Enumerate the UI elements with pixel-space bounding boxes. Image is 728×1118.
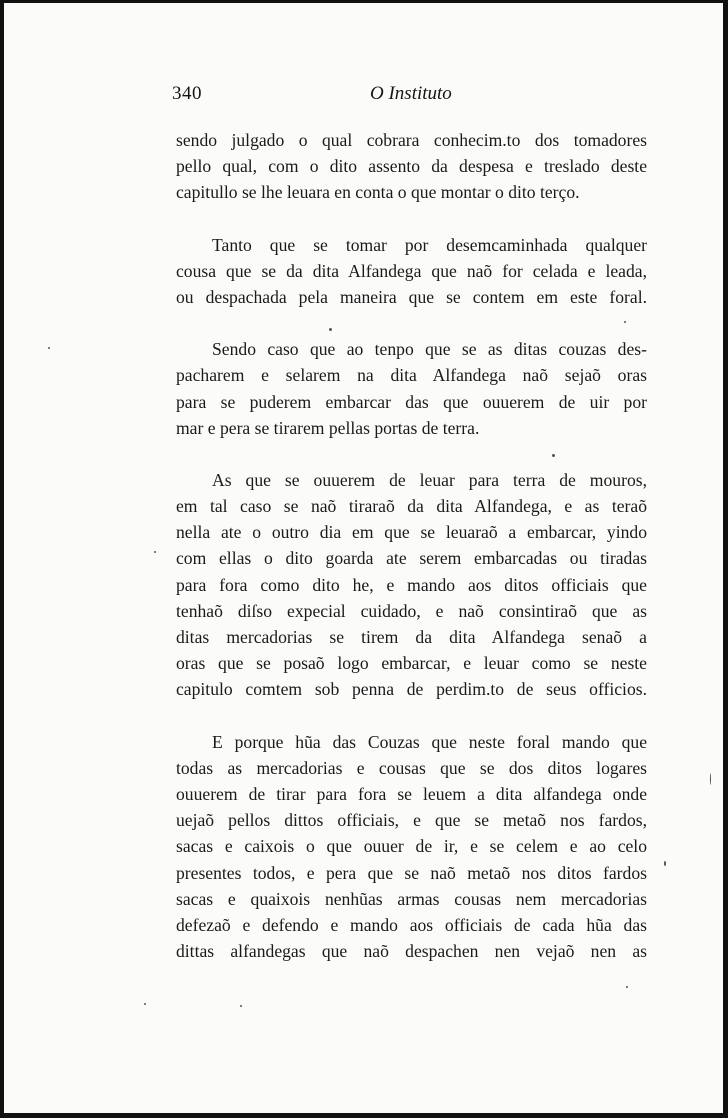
text-line: Tanto que se tomar por desemcaminhada qualquer [212, 234, 647, 255]
text-line: capitullo se lhe leuara en conta o que montar o dito terço. [176, 182, 580, 203]
journal-title: O Instituto [370, 83, 452, 104]
paragraph-3 [176, 336, 647, 441]
text-line: presentes todos, e pera que se naõ metaõ nos ditos fardos [176, 862, 647, 883]
text-line: nella ate o outro dia em que se leuaraõ a embarcar, yindo [176, 522, 647, 543]
page-number: 340 [172, 83, 202, 104]
text-line: sendo julgado o qual cobrara conhecim.to dos tomadores [176, 130, 647, 150]
scan-speck [664, 861, 666, 866]
text-line: tenhaõ diſso expecial cuidado, e naõ consintiraõ que as [176, 600, 647, 621]
scan-speck [48, 347, 50, 349]
text-line: capitulo comtem sob penna de perdim.to de seus officios. [176, 679, 647, 700]
paragraph-4 [176, 467, 647, 703]
text-line: mar e pera se tirarem pellas portas de terra. [176, 417, 480, 438]
scan-speck [329, 328, 332, 331]
running-head [172, 83, 650, 109]
text-line: cousa que se da dita Alfandega que naõ for celada e leada, [176, 260, 647, 281]
paragraph-1 [176, 127, 647, 206]
text-line: defezaõ e defendo e mando aos officiais de cada hũa das [176, 914, 647, 935]
text-line: ou despachada pela maneira que se contem em este foral. [176, 286, 647, 307]
scan-speck [154, 551, 156, 553]
text-line: sacas e quaixois nenhũas armas cousas nem mercadorias [176, 888, 647, 909]
text-line: As que se ouuerem de leuar para terra de mouros, [212, 469, 647, 490]
paragraph-2 [176, 232, 647, 311]
text-line: com ellas o dito goarda ate serem embarcadas ou tiradas [176, 548, 647, 569]
text-line: para se puderem embarcar das que ouuerem de uir por [176, 391, 647, 412]
text-line: em tal caso se naõ tiraraõ da dita Alfandega, e as teraõ [176, 496, 647, 517]
scan-speck [144, 1003, 146, 1005]
scan-speck [552, 454, 555, 457]
paragraph-5 [176, 729, 647, 965]
body-text [176, 127, 647, 990]
scan-speck [710, 773, 711, 785]
text-line: ditas mercadorias se tirem da dita Alfandega senaõ a [176, 627, 647, 647]
text-line: ouuerem de tirar para fora se leuem a dita alfandega onde [176, 783, 647, 804]
text-line: pello qual, com o dito assento da despesa e treslado deste [176, 156, 647, 177]
text-line: todas as mercadorias e cousas que se dos ditos logares [176, 757, 647, 778]
text-line: uejaõ pellos dittos officiais, e que se metaõ nos fardos, [176, 810, 647, 831]
text-line: pacharem e selarem na dita Alfandega naõ sejaõ oras [176, 365, 647, 386]
text-line: Sendo caso que ao tenpo que se as ditas couzas des- [212, 339, 647, 360]
scan-speck [624, 321, 626, 323]
text-line: oras que se posaõ logo embarcar, e leuar como se neste [176, 653, 647, 674]
scan-speck [626, 986, 628, 988]
text-line: sacas e caixois o que ouuer de ir, e se celem e ao celo [176, 836, 647, 857]
text-line: dittas alfandegas que naõ despachen nen vejaõ nen as [176, 941, 647, 962]
text-line: E porque hũa das Couzas que neste foral mando que [212, 731, 647, 752]
text-line: para fora como dito he, e mando aos ditos officiais que [176, 574, 647, 595]
scan-speck [240, 1005, 242, 1007]
